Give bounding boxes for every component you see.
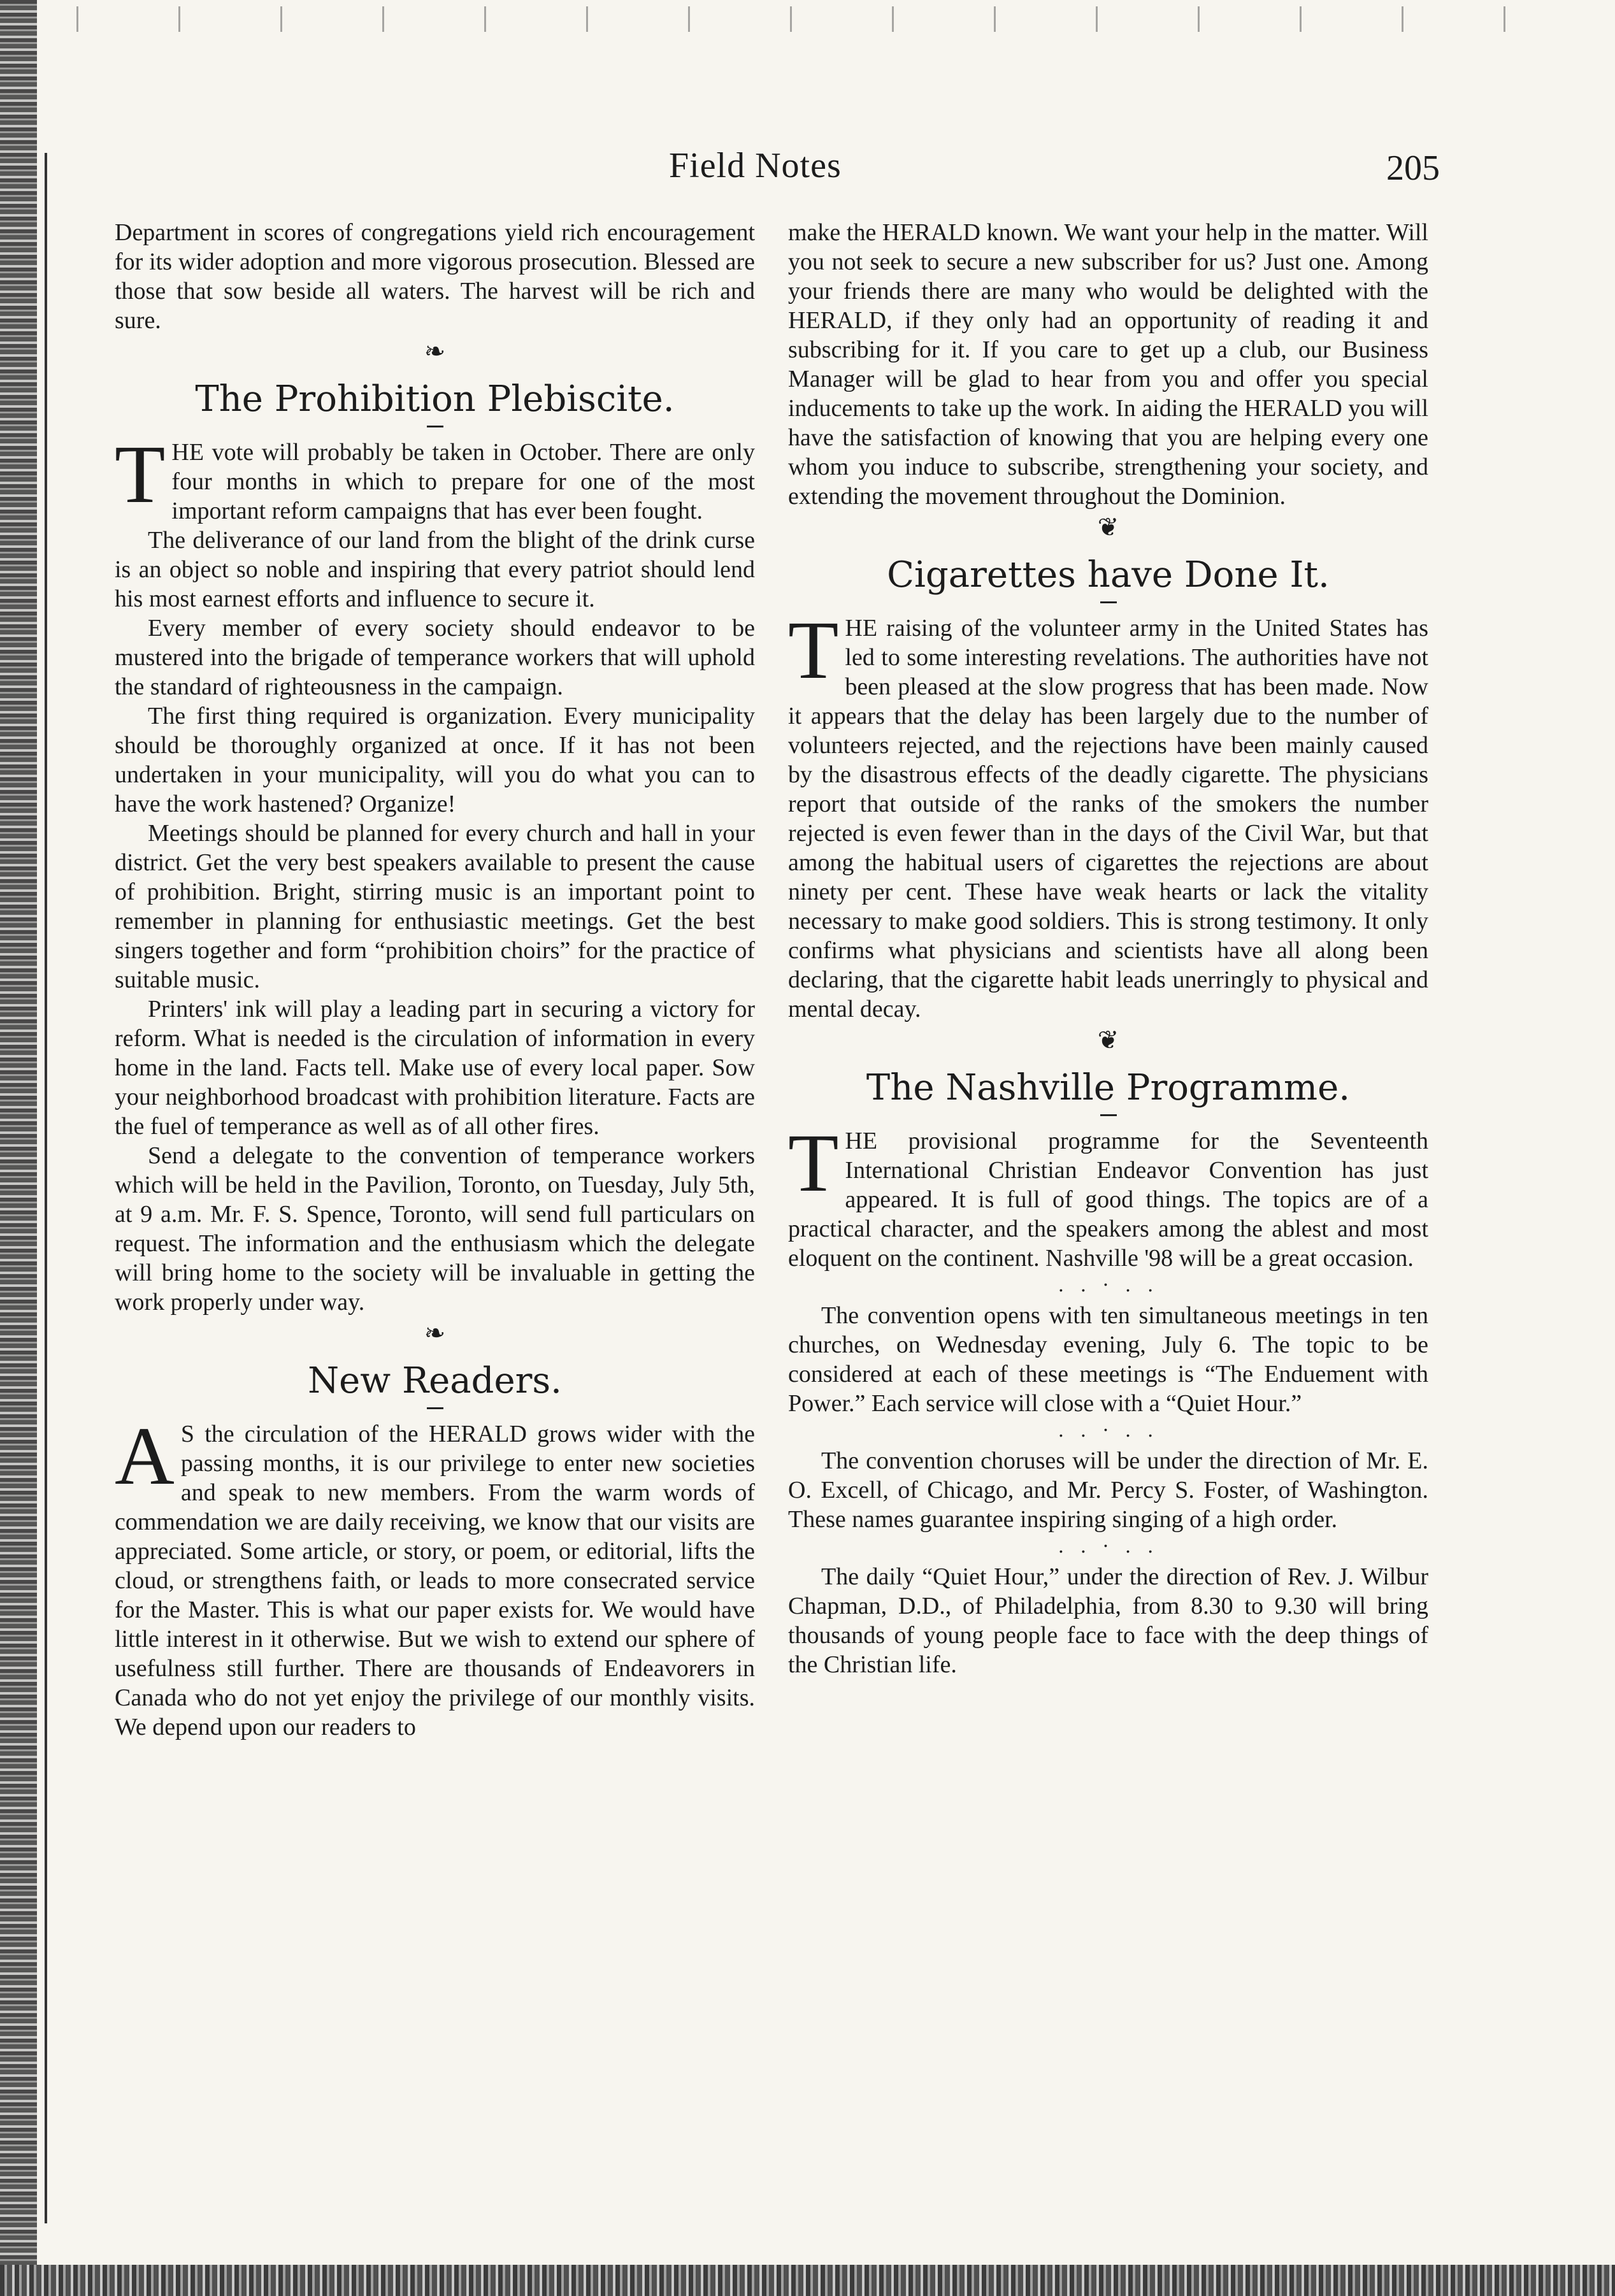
ornament-icon: ❧ [424, 1319, 446, 1348]
binding-rule [45, 153, 47, 2223]
nashville-paragraph-2: The convention opens with ten simultaneous meetings in ten churches, on Wednesday evening, July 6. The topic to be considered at each of these meetings is “The Enduement with Power.” Each service will close with a “Quiet Hour.” [788, 1302, 1428, 1417]
section-title-readers: New Readers. [308, 1360, 562, 1402]
plebiscite-paragraph-4: The first thing required is organization. Every municipality should be thoroughly organized at once. If it has not been undertaken in your municipality, will you do what you can to have the work hastened? Organize! [115, 703, 755, 817]
nashville-paragraph-4: The daily “Quiet Hour,” under the direction of Rev. J. Wilbur Chapman, D.D., of Philadelphia, from 8.30 to 9.30 will bring thousands of young people face to face with the deep things of the Christian life. [788, 1563, 1428, 1678]
left-column [115, 218, 755, 1742]
title-rule [1100, 601, 1117, 603]
separator-dots: . . · . . [1058, 1274, 1159, 1296]
page-binding-edge [0, 0, 37, 2296]
title-rule [427, 426, 443, 427]
section-title-plebiscite: The Prohibition Plebiscite. [195, 378, 675, 420]
ornament-icon: ❧ [424, 337, 446, 366]
scan-specks [38, 6, 1605, 32]
readers-paragraph-1: A S the circulation of the HERALD grows wider with the passing months, it is our privilege to enter new societies and speak to new members. From the warm words of commendation we are daily receiving, we know that our visits are appreciated. Some article, or story, or poem, or editorial, lifts the cloud, or strengthens faith, or leads to more consecrated service for the Master. This is what our paper exists for. We would have little interest in it otherwise. But we wish to extend our sphere of usefulness still further. There are thousands of Endeavorers in Canada who do not yet enjoy the privilege of our monthly visits. We depend upon our readers to [115, 1410, 755, 1740]
intro-paragraph: Department in scores of congregations yield rich encouragement for its wider adoption and more vigorous prosecution. Blessed are those that sow beside all waters. The harvest will be rich and sure. [115, 219, 755, 334]
continued-paragraph: make the HERALD known. We want your help in the matter. Will you not seek to secure a new subscriber for us? Just one. Among your friends there are many who would be delighted with the HERALD, if they only had an opportunity of reading it and subscribing for it. If you care to get up a club, our Business Manager will be glad to hear from you and offer you special inducements to take up the work. In aiding the HERALD you will have the satisfaction of knowing that you are helping every one whom you induce to subscribe, strengthening your society, and extending the movement throughout the Dominion. [788, 219, 1428, 510]
drop-cap: A [115, 1410, 175, 1502]
separator-dots: . . · . . [1058, 1419, 1159, 1442]
title-rule [1100, 1114, 1117, 1116]
drop-cap: T [788, 1117, 839, 1209]
plebiscite-paragraph-2: The deliverance of our land from the blight of the drink curse is an object so noble and inspiring that every patriot should lend his most earnest efforts and influence to secure it. [115, 527, 755, 612]
section-title-nashville: The Nashville Programme. [866, 1067, 1351, 1109]
nashville-paragraph-3: The convention choruses will be under the direction of Mr. E. O. Excell, of Chicago, and Mr. Percy S. Foster, of Washington. These names guarantee inspiring singing of a high order. [788, 1447, 1428, 1533]
page-bottom-edge [0, 2265, 1615, 2296]
title-rule [427, 1407, 443, 1409]
nashville-paragraph-1: THE provisional programme for the Seventeenth International Christian Endeavor Convention has just appeared. It is full of good things. The topics are of a practical character, and the speakers among the ablest and most eloquent on the continent. Nashville '98 will be a great occasion. [788, 1117, 1428, 1272]
plebiscite-paragraph-3: Every member of every society should endeavor to be mustered into the brigade of temperance workers that will uphold the standard of righteousness in the campaign. [115, 615, 755, 700]
page-number: 205 [1386, 148, 1440, 188]
plebiscite-paragraph-1: THE vote will probably be taken in October. There are only four months in which to prepare for one of the most important reform campaigns that has ever been fought. [115, 429, 755, 524]
running-title: Field Notes [669, 146, 842, 185]
drop-cap: T [115, 429, 166, 520]
right-column [788, 218, 1428, 1679]
ornament-icon: ❦ [1097, 513, 1119, 542]
drop-cap: T [788, 605, 839, 696]
ornament-icon: ❦ [1097, 1026, 1119, 1055]
separator-dots: . . · . . [1058, 1535, 1159, 1558]
plebiscite-paragraph-6: Printers' ink will play a leading part in securing a victory for reform. What is needed is the circulation of information in every home in the land. Facts tell. Make use of every local paper. Sow your neighborhood broadcast with prohibition literature. Facts are the fuel of temperance as well as of all other fires. [115, 996, 755, 1140]
plebiscite-paragraph-7: Send a delegate to the convention of temperance workers which will be held in the Pavilion, Toronto, on Tuesday, July 5th, at 9 a.m. Mr. F. S. Spence, Toronto, will send full particulars on request. The information and the enthusiasm which the delegate will bring home to the society will be invaluable in getting the work properly under way. [115, 1142, 755, 1316]
plebiscite-paragraph-5: Meetings should be planned for every church and hall in your district. Get the very best speakers available to present the cause of prohibition. Bright, stirring music is an important point to remember in planning for enthusiastic meetings. Get the best singers together and form “prohibition choirs” for the practice of suitable music. [115, 820, 755, 993]
cigarettes-paragraph-1: THE raising of the volunteer army in the United States has led to some interesting revelations. The authorities have not been pleased at the slow progress that has been made. Now it appears that the delay has been largely due to the number of volunteers rejected, and the rejections have been mainly caused by the disastrous effects of the deadly cigarette. The physicians report that outside of the ranks of the smokers the number rejected is even fewer than in the days of the Civil War, but that among the habitual users of cigarettes the rejections are about ninety per cent. These have weak hearts or lack the vitality necessary to make good soldiers. This is strong testimony. It only confirms what physicians and scientists have all along been declaring, that the cigarette habit leads unerringly to physical and mental decay. [788, 605, 1428, 1022]
section-title-cigarettes: Cigarettes have Done It. [887, 554, 1330, 596]
running-header [115, 145, 1440, 196]
